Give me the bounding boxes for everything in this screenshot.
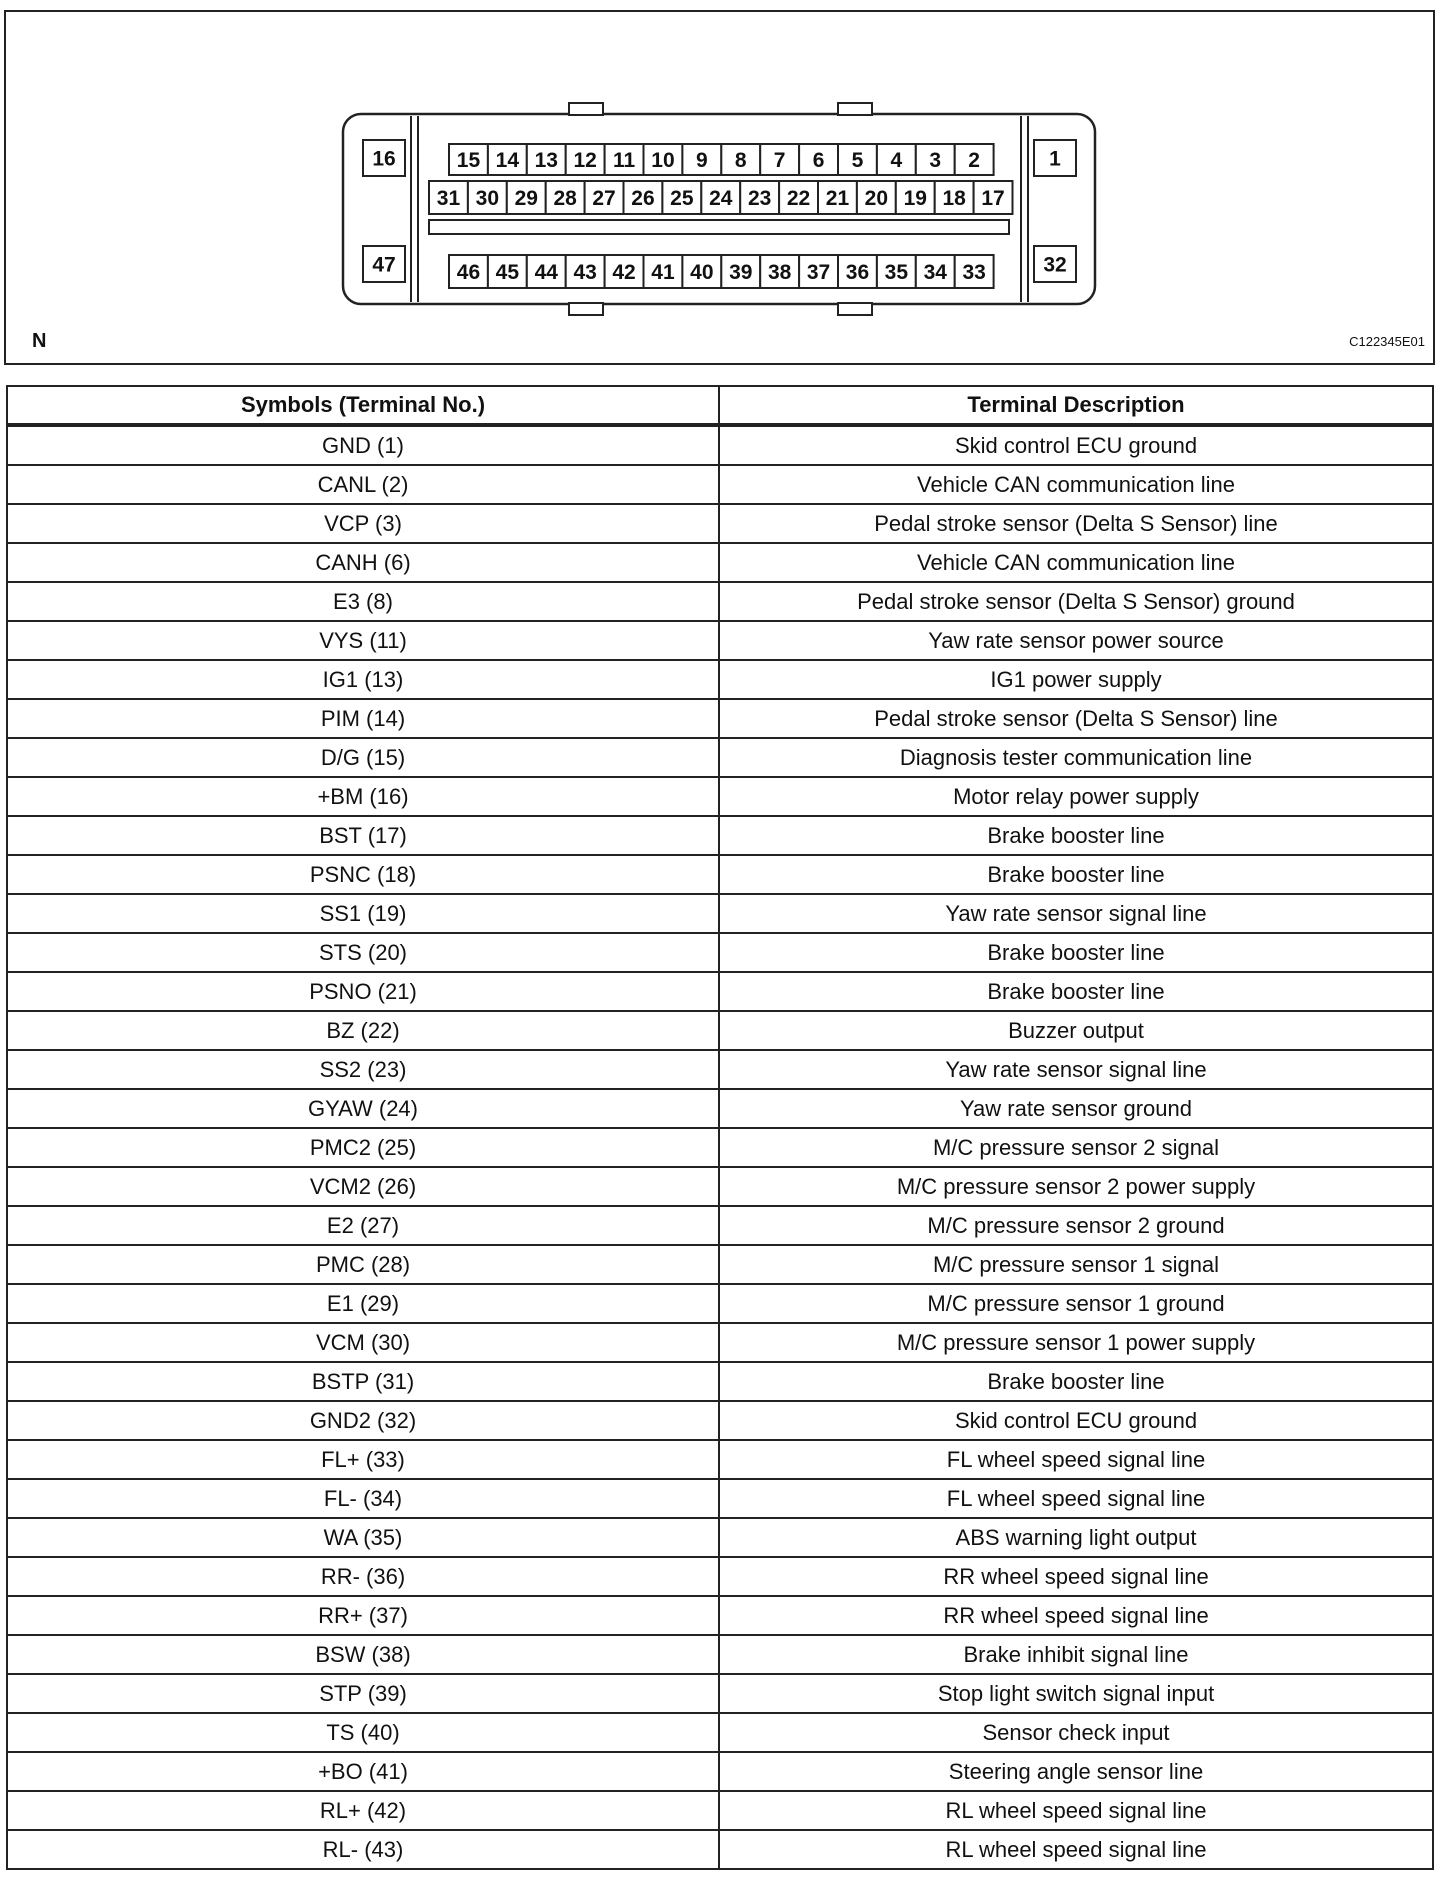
- table-row: [7, 699, 1433, 738]
- table-row: [7, 1206, 1433, 1245]
- table-row: [7, 1362, 1433, 1401]
- pin-label: 37: [806, 261, 831, 285]
- table-row: [7, 972, 1433, 1011]
- terminal-description: Vehicle CAN communication line: [719, 465, 1433, 504]
- view-label: N: [32, 330, 47, 352]
- terminal-description: Yaw rate sensor signal line: [719, 1050, 1433, 1089]
- terminal-symbol: SS2 (23): [7, 1050, 719, 1089]
- table-row: [7, 660, 1433, 699]
- terminal-description: FL wheel speed signal line: [719, 1440, 1433, 1479]
- latch-top-left: [569, 103, 603, 115]
- pin-label: 1: [1049, 147, 1061, 171]
- table-row: [7, 1674, 1433, 1713]
- pin-label: 26: [631, 187, 655, 211]
- terminal-symbol: GYAW (24): [7, 1089, 719, 1128]
- terminal-symbol: PMC2 (25): [7, 1128, 719, 1167]
- table-row: [7, 1011, 1433, 1050]
- terminal-symbol: VCP (3): [7, 504, 719, 543]
- terminal-description: Yaw rate sensor signal line: [719, 894, 1433, 933]
- terminal-symbol: GND (1): [7, 425, 719, 465]
- terminal-symbol: PIM (14): [7, 699, 719, 738]
- terminal-description: M/C pressure sensor 2 ground: [719, 1206, 1433, 1245]
- terminal-description: M/C pressure sensor 2 signal: [719, 1128, 1433, 1167]
- pin-label: 16: [372, 147, 396, 171]
- pin-label: 30: [475, 187, 500, 211]
- table-row: [7, 504, 1433, 543]
- pin-label: 24: [709, 187, 733, 211]
- table-header-row: [7, 386, 1433, 425]
- terminal-symbol: BZ (22): [7, 1011, 719, 1050]
- terminal-symbol: TS (40): [7, 1713, 719, 1752]
- table-row: [7, 1284, 1433, 1323]
- table-row: [7, 933, 1433, 972]
- terminal-description: Brake booster line: [719, 855, 1433, 894]
- pin-label: 7: [773, 149, 786, 173]
- pin-label: 39: [729, 261, 753, 285]
- pin-label: 4: [890, 149, 903, 173]
- pin-label: 14: [495, 149, 520, 173]
- terminal-symbol: PSNC (18): [7, 855, 719, 894]
- terminal-description: M/C pressure sensor 2 power supply: [719, 1167, 1433, 1206]
- pin-label: 2: [968, 149, 980, 173]
- terminal-description: IG1 power supply: [719, 660, 1433, 699]
- terminal-symbol: CANH (6): [7, 543, 719, 582]
- table-row: [7, 425, 1433, 465]
- terminal-symbol: RL+ (42): [7, 1791, 719, 1830]
- terminal-symbol: SS1 (19): [7, 894, 719, 933]
- table-row: [7, 1089, 1433, 1128]
- table-row: [7, 1245, 1433, 1284]
- terminal-description: M/C pressure sensor 1 power supply: [719, 1323, 1433, 1362]
- terminal-symbol: E2 (27): [7, 1206, 719, 1245]
- pin-label: 10: [651, 149, 675, 173]
- pin-label: 5: [851, 149, 864, 173]
- terminal-symbol: E1 (29): [7, 1284, 719, 1323]
- terminal-symbol: GND2 (32): [7, 1401, 719, 1440]
- table-row: [7, 1167, 1433, 1206]
- table-row: [7, 777, 1433, 816]
- terminal-symbol: D/G (15): [7, 738, 719, 777]
- terminal-symbol: WA (35): [7, 1518, 719, 1557]
- pin-label: 40: [690, 261, 714, 285]
- terminal-description: Skid control ECU ground: [719, 425, 1433, 465]
- table-row: [7, 1752, 1433, 1791]
- pin-label: 13: [534, 149, 558, 173]
- center-slot: [429, 220, 1009, 234]
- terminal-description: Brake booster line: [719, 972, 1433, 1011]
- terminal-description: RR wheel speed signal line: [719, 1596, 1433, 1635]
- terminal-symbol: +BO (41): [7, 1752, 719, 1791]
- terminal-description: RL wheel speed signal line: [719, 1830, 1433, 1869]
- pin-label: 42: [612, 261, 636, 285]
- terminal-description: RL wheel speed signal line: [719, 1791, 1433, 1830]
- terminal-description: RR wheel speed signal line: [719, 1557, 1433, 1596]
- table-row: [7, 1518, 1433, 1557]
- table-row: [7, 621, 1433, 660]
- terminal-symbol: E3 (8): [7, 582, 719, 621]
- pin-label: 32: [1043, 253, 1067, 277]
- terminal-description: Motor relay power supply: [719, 777, 1433, 816]
- connector-figure: [4, 10, 1435, 365]
- table-row: [7, 894, 1433, 933]
- terminal-symbol: BST (17): [7, 816, 719, 855]
- table-row: [7, 1635, 1433, 1674]
- table-row: [7, 1401, 1433, 1440]
- pin-label: 22: [786, 187, 811, 211]
- terminal-symbol: VCM (30): [7, 1323, 719, 1362]
- pin-label: 31: [436, 187, 461, 211]
- table-row: [7, 855, 1433, 894]
- terminal-symbol: BSTP (31): [7, 1362, 719, 1401]
- header-symbols: Symbols (Terminal No.): [7, 386, 719, 425]
- table-row: [7, 1128, 1433, 1167]
- pin-label: 27: [592, 187, 616, 211]
- pin-label: 19: [903, 187, 927, 211]
- terminal-symbol: VYS (11): [7, 621, 719, 660]
- pin-label: 17: [981, 187, 1005, 211]
- table-row: [7, 816, 1433, 855]
- table-row: [7, 582, 1433, 621]
- terminal-symbol: VCM2 (26): [7, 1167, 719, 1206]
- table-row: [7, 1791, 1433, 1830]
- terminal-description: M/C pressure sensor 1 ground: [719, 1284, 1433, 1323]
- terminal-symbol: STP (39): [7, 1674, 719, 1713]
- connector-diagram: [6, 12, 1437, 367]
- terminal-symbol: CANL (2): [7, 465, 719, 504]
- terminal-description: Pedal stroke sensor (Delta S Sensor) line: [719, 504, 1433, 543]
- table-row: [7, 1050, 1433, 1089]
- terminal-table: [6, 385, 1434, 1870]
- pin-label: 11: [612, 149, 636, 173]
- terminal-description: Pedal stroke sensor (Delta S Sensor) ground: [719, 582, 1433, 621]
- terminal-description: Skid control ECU ground: [719, 1401, 1433, 1440]
- pin-label: 15: [456, 149, 481, 173]
- table-row: [7, 1557, 1433, 1596]
- terminal-description: Diagnosis tester communication line: [719, 738, 1433, 777]
- pin-label: 44: [534, 261, 558, 285]
- table-row: [7, 1440, 1433, 1479]
- terminal-description: Vehicle CAN communication line: [719, 543, 1433, 582]
- pin-label: 9: [696, 149, 708, 173]
- pin-label: 8: [734, 149, 747, 173]
- pin-label: 43: [573, 261, 597, 285]
- terminal-description: FL wheel speed signal line: [719, 1479, 1433, 1518]
- pin-label: 41: [651, 261, 675, 285]
- pin-label: 38: [767, 261, 792, 285]
- terminal-symbol: FL+ (33): [7, 1440, 719, 1479]
- terminal-description: Brake booster line: [719, 1362, 1433, 1401]
- table-row: [7, 1479, 1433, 1518]
- terminal-description: ABS warning light output: [719, 1518, 1433, 1557]
- terminal-symbol: RL- (43): [7, 1830, 719, 1869]
- terminal-description: Sensor check input: [719, 1713, 1433, 1752]
- terminal-symbol: STS (20): [7, 933, 719, 972]
- pin-label: 47: [372, 253, 396, 277]
- table-row: [7, 465, 1433, 504]
- terminal-symbol: BSW (38): [7, 1635, 719, 1674]
- terminal-symbol: IG1 (13): [7, 660, 719, 699]
- table-row: [7, 1596, 1433, 1635]
- terminal-description: Brake inhibit signal line: [719, 1635, 1433, 1674]
- pin-label: 35: [884, 261, 909, 285]
- terminal-description: M/C pressure sensor 1 signal: [719, 1245, 1433, 1284]
- latch-bottom-right: [838, 303, 872, 315]
- pin-label: 33: [962, 261, 986, 285]
- pin-label: 29: [514, 187, 538, 211]
- terminal-description: Buzzer output: [719, 1011, 1433, 1050]
- terminal-symbol: FL- (34): [7, 1479, 719, 1518]
- pin-label: 46: [456, 261, 481, 285]
- terminal-description: Yaw rate sensor power source: [719, 621, 1433, 660]
- pin-label: 25: [670, 187, 694, 211]
- pin-label: 12: [573, 149, 597, 173]
- terminal-symbol: RR+ (37): [7, 1596, 719, 1635]
- latch-bottom-left: [569, 303, 603, 315]
- table-row: [7, 1830, 1433, 1869]
- pin-label: 6: [812, 149, 825, 173]
- terminal-description: Yaw rate sensor ground: [719, 1089, 1433, 1128]
- table-row: [7, 1713, 1433, 1752]
- table-row: [7, 738, 1433, 777]
- pin-label: 34: [923, 261, 947, 285]
- header-description: Terminal Description: [719, 386, 1433, 425]
- terminal-description: Brake booster line: [719, 816, 1433, 855]
- pin-label: 21: [825, 187, 850, 211]
- pin-label: 20: [864, 187, 889, 211]
- figure-code: C122345E01: [1349, 334, 1425, 349]
- terminal-symbol: +BM (16): [7, 777, 719, 816]
- pin-label: 36: [845, 261, 870, 285]
- pin-label: 18: [942, 187, 966, 211]
- terminal-description: Brake booster line: [719, 933, 1433, 972]
- table-row: [7, 1323, 1433, 1362]
- pin-label: 23: [747, 187, 772, 211]
- terminal-symbol: PMC (28): [7, 1245, 719, 1284]
- table-row: [7, 543, 1433, 582]
- terminal-symbol: RR- (36): [7, 1557, 719, 1596]
- terminal-symbol: PSNO (21): [7, 972, 719, 1011]
- terminal-description: Steering angle sensor line: [719, 1752, 1433, 1791]
- pin-label: 45: [495, 261, 520, 285]
- terminal-description: Pedal stroke sensor (Delta S Sensor) line: [719, 699, 1433, 738]
- pin-label: 28: [553, 187, 577, 211]
- pin-label: 3: [929, 149, 942, 173]
- latch-top-right: [838, 103, 872, 115]
- terminal-description: Stop light switch signal input: [719, 1674, 1433, 1713]
